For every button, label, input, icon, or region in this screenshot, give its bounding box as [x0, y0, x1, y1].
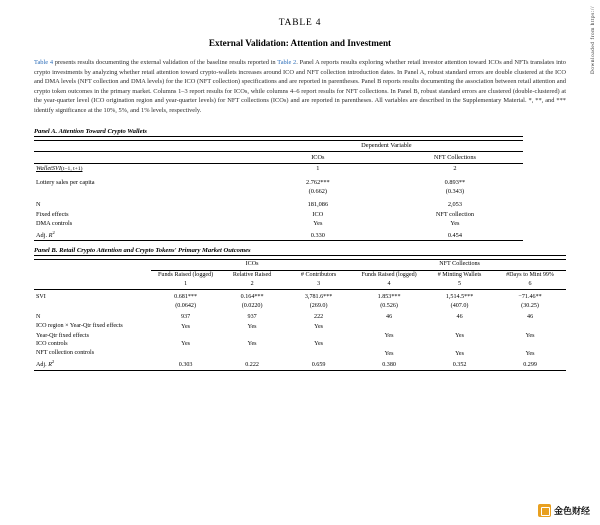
panel-b	[34, 247, 566, 371]
panel-b-cell-1-4: (407.0)	[450, 302, 469, 309]
table-row	[34, 293, 566, 302]
panel-a-row-label-2: N	[36, 200, 41, 208]
panel-b-cell-3-3	[353, 322, 425, 332]
table-row	[34, 340, 566, 349]
panel-b-heading: Panel B. Retail Crypto Attention and Crypto Tokens' Primary Market Outcomes	[34, 247, 566, 256]
table-row	[34, 279, 566, 288]
panel-b-row-label-2: N	[36, 314, 41, 321]
table-row	[34, 260, 566, 269]
panel-b-cell-4-4: Yes	[455, 332, 464, 339]
panel-b-group-icos: ICOs	[151, 260, 353, 269]
panel-b-row-label-7: Adj. $R^2$	[36, 359, 55, 369]
panel-b-cell-4-2	[284, 331, 353, 340]
panel-b-row-label-3: ICO region × Year-Qtr fixed effects	[36, 322, 123, 329]
table-row	[34, 228, 523, 240]
panel-b-cell-6-0	[151, 348, 220, 358]
panel-a-rowvar-subscript: (t−1, t+1)	[60, 166, 83, 173]
panel-b-cell-4-1	[220, 331, 284, 340]
table-row	[34, 209, 523, 219]
panel-b-cell-4-3: Yes	[384, 332, 394, 339]
panel-b-cell-7-3: 0.380	[353, 358, 425, 370]
panel-a	[34, 128, 523, 241]
panel-b-cell-1-2: (269.0)	[309, 302, 328, 309]
panel-b-cell-2-5: 46	[527, 314, 534, 321]
panel-b-cell-2-2: 222	[314, 314, 324, 321]
panel-b-table	[34, 259, 566, 371]
panel-a-cell-5-1: 0.454	[386, 228, 523, 240]
table-row	[34, 313, 566, 322]
panel-a-cell-1-1: (0.343)	[445, 188, 465, 196]
panel-b-cell-5-3	[353, 340, 425, 349]
panel-b-cell-7-4: 0.352	[425, 358, 494, 370]
panel-a-colgroup-icos: ICOs	[311, 153, 325, 161]
panel-b-colheader-5: # Minting Wallets	[437, 271, 482, 278]
panel-a-heading: Panel A. Attention Toward Crypto Wallets	[34, 128, 523, 137]
panel-b-cell-0-5: −71.46**	[518, 294, 542, 301]
panel-b-cell-5-2: Yes	[314, 341, 324, 348]
table-row	[34, 200, 523, 210]
table-note-link-table4[interactable]: Table 4	[34, 59, 54, 66]
panel-a-cell-4-0: Yes	[313, 220, 323, 228]
table-note-text-1: presents results documenting the external validation of the baseline results reported in	[53, 59, 278, 66]
panel-b-colheader-4: Funds Raised (logged)	[361, 271, 417, 278]
panel-b-cell-4-0	[151, 331, 220, 340]
panel-a-colnum-2: 2	[453, 165, 457, 173]
panel-b-cell-3-2: Yes	[314, 323, 324, 330]
panel-b-cell-2-0: 937	[181, 314, 191, 321]
panel-b-cell-7-0: 0.303	[151, 358, 220, 370]
panel-b-colnum-2: 2	[250, 280, 254, 287]
table-row	[34, 358, 566, 370]
table-note-link-table2[interactable]: Table 2	[277, 59, 297, 66]
panel-a-cell-3-1: NFT collection	[435, 210, 474, 218]
panel-b-cell-3-0: Yes	[181, 323, 191, 330]
panel-a-cell-1-0: (0.662)	[308, 188, 328, 196]
panel-b-cell-5-1: Yes	[247, 341, 257, 348]
panel-a-row-label-5: Adj. $R^2$	[36, 229, 55, 239]
table-row	[34, 270, 566, 279]
table-row	[34, 301, 566, 310]
panel-b-cell-3-1: Yes	[247, 323, 257, 330]
panel-b-colheader-2: Relative Raised	[232, 271, 272, 278]
panel-b-cell-5-4	[425, 340, 494, 349]
panel-b-cell-5-5	[494, 340, 566, 349]
table-row	[34, 163, 523, 173]
panel-b-cell-1-0: (0.0642)	[175, 302, 197, 309]
panel-a-rowvar-label: WalletSVI	[36, 165, 61, 173]
panel-b-row-label-6: NFT collection controls	[36, 349, 95, 356]
table-row	[34, 348, 566, 358]
panel-a-cell-2-1: 2,053	[447, 200, 462, 208]
panel-b-cell-0-3: 1.853***	[377, 294, 401, 301]
panel-b-cell-6-3: Yes	[384, 350, 394, 357]
table-row	[34, 177, 523, 187]
watermark-logo-icon	[538, 504, 551, 517]
panel-a-row-label-0: Lottery sales per capita	[36, 178, 95, 186]
panel-b-cell-6-4: Yes	[455, 350, 464, 357]
panel-b-colheader-3: # Contributors	[300, 271, 337, 278]
panel-a-row-label-1	[34, 187, 249, 197]
panel-b-cell-6-1	[220, 348, 284, 358]
table-row	[34, 322, 566, 332]
panel-b-colnum-3: 3	[317, 280, 321, 287]
panel-b-cell-0-1: 0.164***	[240, 294, 264, 301]
panel-b-cell-2-1: 937	[247, 314, 257, 321]
panel-a-colnum-1: 1	[316, 165, 320, 173]
panel-b-cell-6-2	[284, 348, 353, 358]
panel-b-cell-4-5: Yes	[525, 332, 535, 339]
table-note	[34, 58, 566, 116]
panel-b-colheader-1: Funds Raised (logged)	[158, 271, 214, 278]
panel-b-cell-7-2: 0.659	[284, 358, 353, 370]
table-row	[34, 140, 523, 150]
panel-b-cell-1-3: (0.526)	[380, 302, 398, 309]
panel-b-cell-2-4: 46	[456, 314, 463, 321]
panel-b-colnum-6: 6	[528, 280, 532, 287]
panel-b-colnum-1: 1	[184, 280, 188, 287]
panel-b-cell-6-5: Yes	[525, 350, 535, 357]
panel-b-cell-3-4	[425, 322, 494, 332]
panel-b-cell-7-5: 0.299	[494, 358, 566, 370]
panel-b-cell-7-1: 0.222	[220, 358, 284, 370]
panel-a-row-label-4: DMA controls	[36, 220, 73, 228]
watermark-text: 金色财经	[553, 506, 590, 516]
panel-b-cell-0-2: 3,781.6***	[304, 294, 333, 301]
panel-b-cell-0-0: 0.681***	[174, 294, 198, 301]
watermark-logo	[538, 504, 590, 517]
panel-a-depvar-label: Dependent Variable	[249, 140, 523, 150]
panel-a-cell-5-0: 0.330	[249, 228, 386, 240]
table-title: External Validation: Attention and Investment	[208, 38, 392, 48]
panel-a-table	[34, 140, 523, 241]
table-row	[34, 152, 523, 162]
panel-b-cell-5-0: Yes	[181, 341, 191, 348]
table-row	[34, 187, 523, 197]
panel-b-cell-3-5	[494, 322, 566, 332]
panel-a-row-label-3: Fixed effects	[36, 210, 69, 218]
table-row	[34, 219, 523, 229]
panel-a-colgroup-nfts: NFT Collections	[433, 153, 476, 161]
panel-a-cell-3-0: ICO	[312, 210, 324, 218]
table-note-text-2: . Panel A reports results exploring whether retail investor attention toward ICOs and NFTs translates into crypto investments by analyzing whether retail attention toward crypto-wallets increases around ICO and NFT collection introduction dates. In Panel A, robust standard errors are double clustered at the ICO and DMA levels (NFT collection and DMA levels) for the ICO (NFT collection) specifications and are reported in parentheses. Panel B reports results documenting the association between retail attention and crypto token outcomes in the primary market. Columns 1–3 report results for ICOs, while columns 4–6 report results for NFT collections. In Panel B, robust standard errors are clustered (double-clustered) at the year-quarter level (ICO origination region and year-quarter levels) for NFT collections (ICOs) and are reported in parentheses. All variables are described in the Supplementary Material. *, **, and *** identify significance at the 10%, 5%, and 1% levels, respectively.	[34, 59, 567, 115]
panel-b-row-label-5: ICO controls	[36, 341, 68, 348]
panel-b-group-nfts: NFT Collections	[353, 260, 566, 269]
panel-a-cell-4-1: Yes	[450, 220, 460, 228]
panel-b-row-label-1	[34, 301, 151, 310]
panel-b-colnum-4: 4	[387, 280, 391, 287]
panel-b-colnum-5: 5	[458, 280, 462, 287]
panel-b-colheader-6: #Days to Mint 99%	[506, 271, 555, 278]
panel-b-cell-0-4: 1,514.5***	[445, 294, 474, 301]
side-margin-label: Downloaded from https://	[590, 6, 596, 74]
panel-b-cell-2-3: 46	[386, 314, 393, 321]
panel-b-cell-1-1: (0.0220)	[241, 302, 263, 309]
table-row	[34, 331, 566, 340]
panel-a-cell-0-0: 2.762***	[306, 178, 330, 186]
panel-a-cell-0-1: 0.893**	[444, 178, 466, 186]
panel-b-row-label-0: SVI	[36, 294, 46, 301]
panel-b-row-label-4: Year-Qtr fixed effects	[36, 332, 89, 339]
panel-b-cell-1-5: (30.25)	[521, 302, 539, 309]
panel-a-cell-2-0: 181,086	[307, 200, 329, 208]
table-number: TABLE 4	[278, 18, 322, 28]
